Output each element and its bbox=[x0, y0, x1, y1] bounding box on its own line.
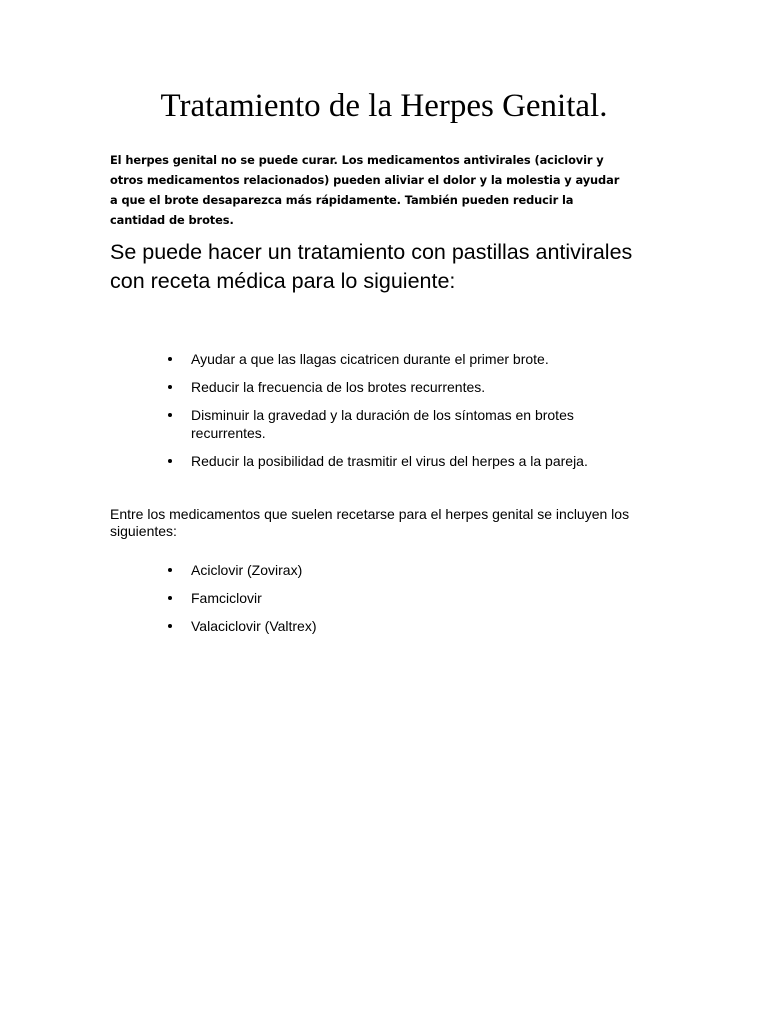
list-item-text: Reducir la frecuencia de los brotes recurrentes. bbox=[191, 379, 486, 395]
list-item bbox=[165, 617, 645, 635]
bullet-icon bbox=[168, 413, 172, 417]
document-title: Tratamiento de la Herpes Genital. bbox=[160, 88, 608, 124]
bullet-icon bbox=[168, 357, 172, 361]
intro-paragraph: El herpes genital no se puede curar. Los medicamentos antivirales (aciclovir y otros medicamentos relacionados) pueden aliviar el dolor y la molestia y ayudar a que el brote desaparezca más rápidamente. También pueden reducir la cantidad de brotes. bbox=[110, 153, 620, 227]
list-item bbox=[165, 561, 645, 579]
list-item-text: Aciclovir (Zovirax) bbox=[191, 562, 303, 578]
list-item bbox=[165, 350, 645, 368]
bullet-icon bbox=[168, 459, 172, 463]
bullet-icon bbox=[168, 385, 172, 389]
medications-list bbox=[165, 561, 645, 645]
bullet-icon bbox=[168, 624, 172, 628]
list-item bbox=[165, 378, 645, 396]
list-item-text: Reducir la posibilidad de trasmitir el virus del herpes a la pareja. bbox=[191, 453, 588, 469]
bullet-icon bbox=[168, 568, 172, 572]
list-item-text: Famciclovir bbox=[191, 590, 262, 606]
treatment-subheading: Se puede hacer un tratamiento con pastillas antivirales con receta médica para lo siguiente: bbox=[110, 240, 633, 293]
list-item bbox=[165, 406, 645, 442]
list-item bbox=[165, 452, 645, 470]
treatment-uses-list bbox=[165, 350, 645, 480]
list-item bbox=[165, 589, 645, 607]
list-item-text: Ayudar a que las llagas cicatricen durante el primer brote. bbox=[191, 351, 549, 367]
list-item-text: Disminuir la gravedad y la duración de los síntomas en brotes recurrentes. bbox=[191, 407, 574, 441]
list-item-text: Valaciclovir (Valtrex) bbox=[191, 618, 317, 634]
medications-intro: Entre los medicamentos que suelen recetarse para el herpes genital se incluyen los siguientes: bbox=[110, 506, 630, 539]
bullet-icon bbox=[168, 596, 172, 600]
